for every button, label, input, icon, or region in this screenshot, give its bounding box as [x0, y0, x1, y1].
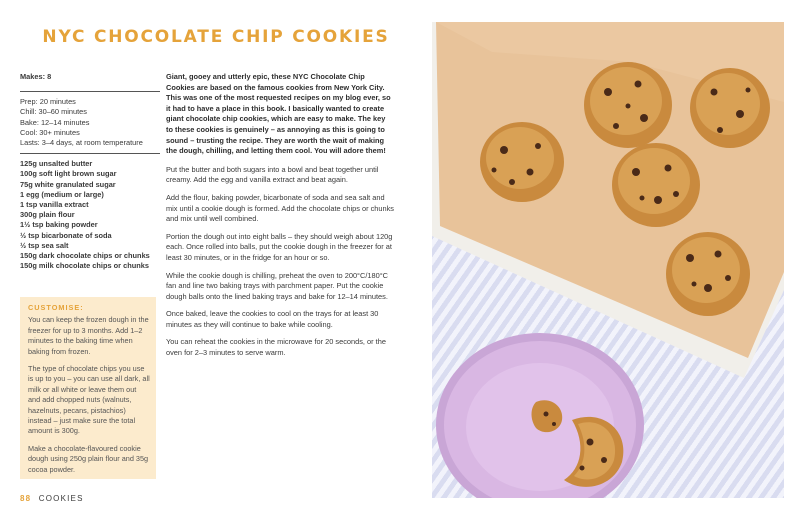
- method-step: Once baked, leave the cookies to cool on the trays for at least 30 minutes as they will continue to bake while cooling.: [166, 309, 379, 329]
- customise-paragraph: The type of chocolate chips you use is up to you – you can use all dark, all milk or all white or leave them out and add chopped nuts (walnuts, hazelnuts, pecans, pistachios) instead – just make sure the total amount is 300g.: [28, 364, 150, 436]
- method-step: Put the butter and both sugars into a bowl and beat together until creamy. Add the egg and vanilla extract and beat again.: [166, 164, 379, 185]
- method-column: [166, 72, 394, 366]
- method-step: While the cookie dough is chilling, preheat the oven to 200°C/180°C fan and line two baking trays with parchment paper. Put the cookie dough balls onto the lined baking trays and bake for 12–14 minutes.: [166, 270, 389, 301]
- cookie: [666, 232, 750, 316]
- cookie: [612, 143, 700, 227]
- time-item: Chill: 30–60 minutes: [20, 107, 87, 117]
- page-number: 88: [20, 494, 32, 503]
- ingredient-item: 100g soft light brown sugar: [20, 169, 117, 179]
- divider: [20, 91, 160, 92]
- time-item: Bake: 12–14 minutes: [20, 117, 90, 127]
- divider: [20, 153, 160, 154]
- ingredient-item: ½ tsp sea salt: [20, 240, 69, 250]
- makes-label: Makes: 8: [20, 72, 52, 81]
- ingredient-item: 1 tsp vanilla extract: [20, 200, 89, 210]
- times-list: [20, 97, 160, 148]
- method-step: Add the flour, baking powder, bicarbonate of soda and sea salt and mix until a cookie dough is formed. Add the chocolate chips or chunks and mix until well combined.: [166, 192, 395, 224]
- cookies-photo: [432, 22, 784, 498]
- ingredient-item: 300g plain flour: [20, 210, 75, 220]
- ingredient-item: 125g unsalted butter: [20, 159, 93, 169]
- ingredient-item: 1½ tsp baking powder: [20, 220, 98, 230]
- customise-heading: CUSTOMISE:: [28, 303, 84, 312]
- cookie: [480, 122, 564, 202]
- ingredients-list: [20, 159, 160, 271]
- section-name: COOKIES: [38, 494, 84, 503]
- time-item: Prep: 20 minutes: [20, 97, 76, 107]
- customise-paragraph: You can keep the frozen dough in the freezer for up to 3 months. Add 1–2 minutes to the baking time when baking from frozen.: [28, 315, 149, 356]
- page-footer: [20, 494, 84, 503]
- ingredient-item: 150g dark chocolate chips or chunks: [20, 251, 150, 261]
- ingredient-item: 150g milk chocolate chips or chunks: [20, 261, 149, 271]
- method-step: Portion the dough out into eight balls – they should weigh about 120g each. Once rolled into balls, put the cookie dough in the freezer for at least 30 minutes, or in the fridge for an hour or so.: [166, 231, 393, 262]
- recipe-intro: Giant, gooey and utterly epic, these NYC Chocolate Chip Cookies are based on the famous cookies from New York City. This was one of the most requested recipes on my blog ever, so it had to have a place in this book. I basically wanted to create giant chocolate chip cookies, which are easy to make. The key to these cookies is genuinely – as annoying as this is going to sound – trusting the recipe. They are worth the wait of making the dough, chilling, and letting them cool. You will adore them!: [166, 72, 391, 156]
- cookie: [690, 68, 770, 148]
- cookies-illustration: [432, 22, 784, 498]
- customise-box: [20, 297, 156, 479]
- recipe-info-column: [20, 72, 160, 271]
- customise-paragraph: Make a chocolate-flavoured cookie dough using 250g plain flour and 35g cocoa powder.: [28, 443, 149, 474]
- method-step: You can reheat the cookies in the microwave for 20 seconds, or the oven for 2–3 minutes to serve warm.: [166, 337, 386, 358]
- ingredient-item: 75g white granulated sugar: [20, 179, 116, 189]
- ingredient-item: 1 egg (medium or large): [20, 189, 104, 199]
- recipe-title: NYC CHOCOLATE CHIP COOKIES: [42, 27, 390, 47]
- time-item: Lasts: 3–4 days, at room temperature: [20, 138, 143, 148]
- ingredient-item: ½ tsp bicarbonate of soda: [20, 230, 112, 240]
- time-item: Cool: 30+ minutes: [20, 127, 80, 137]
